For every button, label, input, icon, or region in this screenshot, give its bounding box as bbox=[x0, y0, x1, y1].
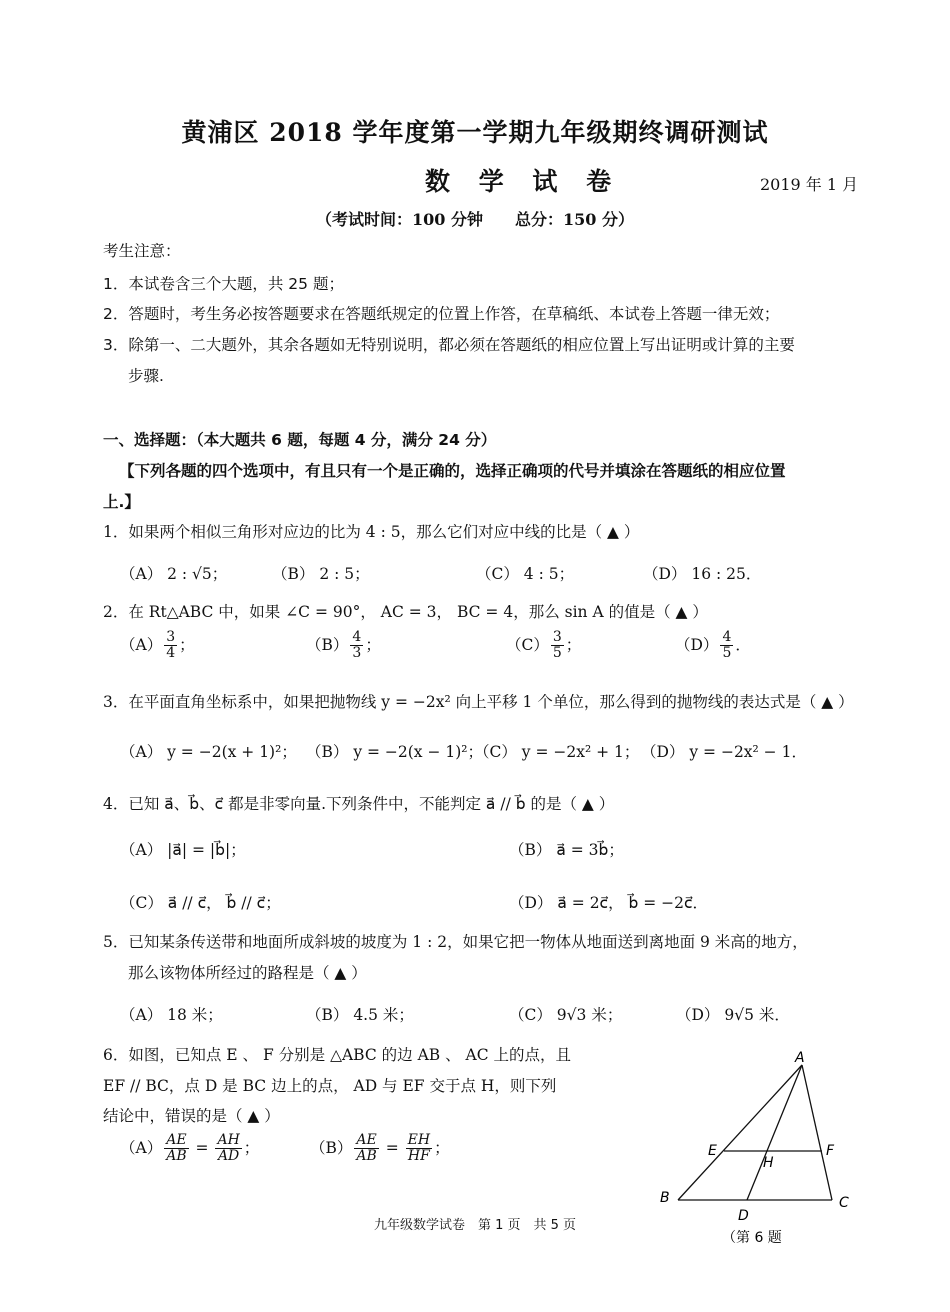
q5-option-b: （B） 4.5 米； bbox=[306, 1006, 414, 1024]
page-subtitle: 数 学 试 卷 bbox=[425, 167, 622, 196]
q2-b-end: ； bbox=[365, 635, 381, 654]
figure-caption: （第 6 题 bbox=[722, 1230, 782, 1246]
question-5-stem: 5．已知某条传送带和地面所成斜坡的坡度为 1 : 2，如果它把一物体从地面送到离地面 9 米高的地方， bbox=[103, 933, 808, 951]
q2-option-d-label: （D） bbox=[675, 635, 719, 654]
q5-option-c: （C） 9√3 米； bbox=[509, 1006, 623, 1024]
q6-option-b-label: （B） bbox=[310, 1138, 353, 1157]
q1-option-a: （A） 2 : √5； bbox=[120, 565, 228, 583]
question-5-stem-cont: 那么该物体所经过的路程是（ ▲ ） bbox=[128, 964, 367, 982]
q6-b-num-left: AE bbox=[356, 1132, 377, 1148]
q2-c-denominator: 5 bbox=[552, 645, 562, 662]
q6-a-num-right: AH bbox=[217, 1132, 240, 1148]
label-b: B bbox=[660, 1190, 670, 1206]
exam-date: 2019 年 1 月 bbox=[760, 175, 859, 194]
label-c: C bbox=[839, 1195, 849, 1211]
q2-d-numerator: 4 bbox=[722, 629, 732, 645]
q3-option-d: （D） y = −2x² − 1． bbox=[641, 743, 807, 761]
q6-b-den-left: AB bbox=[356, 1148, 377, 1165]
q6-option-a-label: （A） bbox=[120, 1138, 163, 1157]
q4-option-b: （B） a⃗ = 3b⃗； bbox=[509, 841, 624, 859]
q5-option-d: （D） 9√5 米． bbox=[676, 1006, 790, 1024]
question-1-stem: 1．如果两个相似三角形对应边的比为 4 : 5，那么它们对应中线的比是（ ▲ ） bbox=[103, 523, 640, 541]
q4-option-c: （C） a⃗ // c⃗， b⃗ // c⃗； bbox=[120, 894, 281, 912]
question-3-stem: 3．在平面直角坐标系中，如果把抛物线 y = −2x² 向上平移 1 个单位，那么得到的抛物线的表达式是（ ▲ ） bbox=[103, 693, 854, 711]
label-h: H bbox=[763, 1155, 774, 1171]
question-6-stem-line3: 结论中，错误的是（ ▲ ） bbox=[103, 1107, 280, 1125]
section-instruction-cont: 上.】 bbox=[103, 493, 140, 511]
label-d: D bbox=[738, 1208, 749, 1224]
q2-a-numerator: 3 bbox=[166, 629, 176, 645]
notice-heading: 考生注意： bbox=[103, 242, 181, 260]
q6-a-num-left: AE bbox=[166, 1132, 187, 1148]
q2-a-denominator: 4 bbox=[166, 645, 176, 662]
q6-a-fraction-right bbox=[215, 1133, 241, 1165]
q3-option-c: （C） y = −2x² + 1； bbox=[474, 743, 640, 761]
question-2-stem: 2．在 Rt△ABC 中，如果 ∠C = 90°， AC = 3， BC = 4，那么 sin A 的值是（ ▲ ） bbox=[103, 603, 708, 621]
section-heading: 一、选择题：（本大题共 6 题，每题 4 分，满分 24 分） bbox=[103, 431, 497, 449]
q6-option-b: （B） $\frac{AE}{AB}$ = $\frac{EH}{HF}$ ； bbox=[310, 1132, 450, 1165]
notice-item-3: 3．除第一、二大题外，其余各题如无特别说明，都必须在答题纸的相应位置上写出证明或计算的主要 bbox=[103, 336, 795, 354]
side-ac bbox=[802, 1065, 832, 1200]
q2-option-d-fraction bbox=[720, 630, 733, 662]
q2-option-a-label: （A） bbox=[120, 635, 163, 654]
q1-option-c: （C） 4 : 5； bbox=[476, 565, 575, 583]
q2-c-numerator: 3 bbox=[552, 629, 562, 645]
question-6-stem-line2: EF // BC，点 D 是 BC 边上的点， AD 与 EF 交于点 H，则下列 bbox=[103, 1077, 557, 1095]
q6-a-den-left: AB bbox=[166, 1148, 187, 1165]
q6-a-end: ； bbox=[243, 1138, 260, 1157]
q4-option-d: （D） a⃗ = 2c⃗， b⃗ = −2c⃗． bbox=[509, 894, 709, 912]
q2-a-end: ； bbox=[179, 635, 195, 654]
q6-a-fraction-left bbox=[164, 1133, 188, 1165]
segment-ad bbox=[747, 1065, 802, 1200]
q2-b-denominator: 3 bbox=[352, 645, 362, 662]
q3-option-a: （A） y = −2(x + 1)²； bbox=[120, 743, 297, 761]
q6-option-a: （A） $\frac{AE}{AB}$ = $\frac{AH}{AD}$ ； bbox=[120, 1132, 260, 1165]
q6-b-fraction-left bbox=[354, 1133, 378, 1165]
q5-option-a: （A） 18 米； bbox=[120, 1006, 223, 1024]
q2-d-denominator: 5 bbox=[722, 645, 732, 662]
q2-option-c-fraction bbox=[551, 630, 564, 662]
q2-d-end: ． bbox=[735, 635, 751, 654]
label-a: A bbox=[795, 1050, 805, 1066]
label-f: F bbox=[826, 1143, 835, 1159]
q4-option-a: （A） |a⃗| = |b⃗|； bbox=[120, 841, 246, 859]
exam-info: （考试时间：100 分钟 总分：150 分） bbox=[316, 210, 634, 229]
q2-c-end: ； bbox=[565, 635, 582, 654]
section-instruction: 【下列各题的四个选项中，有且只有一个是正确的，选择正确项的代号并填涂在答题纸的相应位置 bbox=[119, 462, 786, 480]
question-6-stem: 6．如图，已知点 E 、 F 分别是 △ABC 的边 AB 、 AC 上的点，且 bbox=[103, 1046, 571, 1064]
question-4-stem: 4．已知 a⃗、b⃗、c⃗ 都是非零向量.下列条件中，不能判定 a⃗ // b⃗ 的是（ ▲ ） bbox=[103, 795, 615, 813]
q2-b-numerator: 4 bbox=[352, 629, 362, 645]
page-footer: 九年级数学试卷 第 1 页 共 5 页 bbox=[373, 1218, 577, 1233]
q2-option-c bbox=[506, 630, 581, 662]
notice-item-3-cont: 步骤. bbox=[128, 367, 164, 385]
q2-option-b-label: （B） bbox=[306, 635, 349, 654]
q6-a-den-right: AD bbox=[217, 1148, 240, 1165]
q1-option-b: （B） 2 : 5； bbox=[272, 565, 370, 583]
q2-option-a-fraction bbox=[164, 630, 177, 662]
side-ab bbox=[678, 1065, 802, 1200]
q2-option-d bbox=[675, 630, 751, 662]
q6-b-fraction-right bbox=[406, 1133, 432, 1165]
q2-option-a bbox=[120, 630, 195, 662]
q1-option-d: （D） 16 : 25． bbox=[643, 565, 762, 583]
q2-option-b bbox=[306, 630, 381, 662]
q6-b-end: ； bbox=[434, 1138, 450, 1157]
page-title: 黄浦区 2018 学年度第一学期九年级期终调研测试 bbox=[181, 118, 769, 147]
label-e: E bbox=[708, 1143, 717, 1159]
q2-option-c-label: （C） bbox=[506, 635, 549, 654]
q6-b-den-right: HF bbox=[407, 1148, 430, 1165]
notice-item-1: 1．本试卷含三个大题，共 25 题； bbox=[103, 275, 344, 293]
q6-b-num-right: EH bbox=[407, 1132, 431, 1148]
q3-option-b: （B） y = −2(x − 1)²； bbox=[306, 743, 484, 761]
q2-option-b-fraction bbox=[350, 630, 363, 662]
notice-item-2: 2．答题时，考生务必按答题要求在答题纸规定的位置上作答，在草稿纸、本试卷上答题一律无效； bbox=[103, 305, 780, 323]
